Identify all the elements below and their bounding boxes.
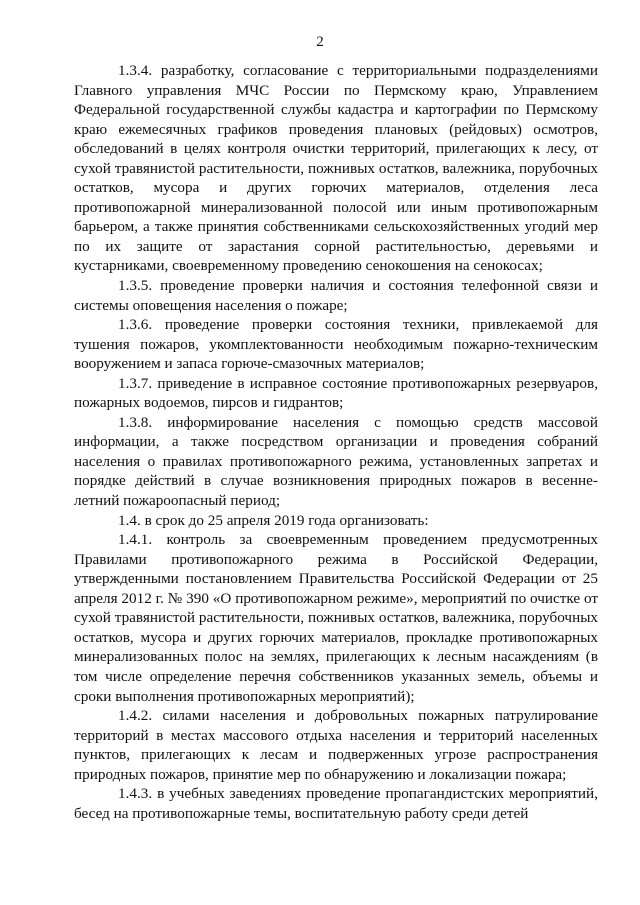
paragraph-1-3-8: 1.3.8. информирование населения с помощью средств массовой информации, а также посредством организации и проведения собраний населения о правилах противопожарного режима, установленных запретах и порядке действий в случае возникновения природных пожаров в весенне-летний пожароопасный период;: [74, 413, 598, 510]
paragraph-1-4: 1.4. в срок до 25 апреля 2019 года организовать:: [118, 511, 429, 529]
paragraph-1-4-3: 1.4.3. в учебных заведениях проведение пропагандистских мероприятий, бесед на противопожарные темы, воспитательную работу среди детей: [74, 785, 598, 822]
paragraph-1-4-2: 1.4.2. силами населения и добровольных пожарных патрулирование территорий в местах массового отдыха населения и территорий населенных пунктов, прилегающих к лесам и подверженных угрозе распространения природных пожаров, принятие мер по обнаружению и локализации пожара;: [74, 707, 598, 783]
paragraph-1-3-5: 1.3.5. проведение проверки наличия и состояния телефонной связи и системы оповещения населения о пожаре;: [74, 277, 598, 314]
paragraph-1-3-6: 1.3.6. проведение проверки состояния техники, привлекаемой для тушения пожаров, укомплектованности необходимым пожарно-техническим вооружением и запаса горюче-смазочных материалов;: [74, 316, 598, 373]
paragraph-1-4-1: 1.4.1. контроль за своевременным проведением предусмотренных Правилами противопожарного режима в Российской Федерации, утвержденными постановлением Правительства Российской Федерации от 25 апреля 2012 г. № 390 «О противопожарном режиме», мероприятий по очистке от сухой травянистой растительности, пожнивых остатков, валежника, порубочных остатков, мусора и других горючих материалов, прокладке противопожарных минерализованных полос на землях, прилегающих к лесным насаждениям (в том числе определение перечня собственников указанных земель, объемы и сроки выполнения противопожарных мероприятий);: [74, 531, 598, 705]
paragraph-1-3-4: 1.3.4. разработку, согласование с территориальными подразделениями Главного управления МЧС России по Пермскому краю, Управлением Федеральной государственной службы кадастра и картографии по Пермскому краю ежемесячных графиков проведения плановых (рейдовых) осмотров, обследований в целях контроля очистки территорий, прилегающих к лесу, от сухой травянистой растительности, пожнивых остатков, валежника, порубочных остатков, мусора и других горючих материалов, отделения леса противопожарной минерализованной полосой или иным противопожарным барьером, а также принятия собственниками сельскохозяйственных угодий мер по их защите от зарастания сорной растительностью, деревьями и кустарниками, своевременному проведению сенокошения на сенокосах;: [74, 62, 598, 275]
page-number: 2: [316, 34, 324, 50]
document-body: [74, 61, 598, 823]
paragraph-1-3-7: 1.3.7. приведение в исправное состояние противопожарных резервуаров, пожарных водоемов, пирсов и гидрантов;: [74, 374, 598, 412]
